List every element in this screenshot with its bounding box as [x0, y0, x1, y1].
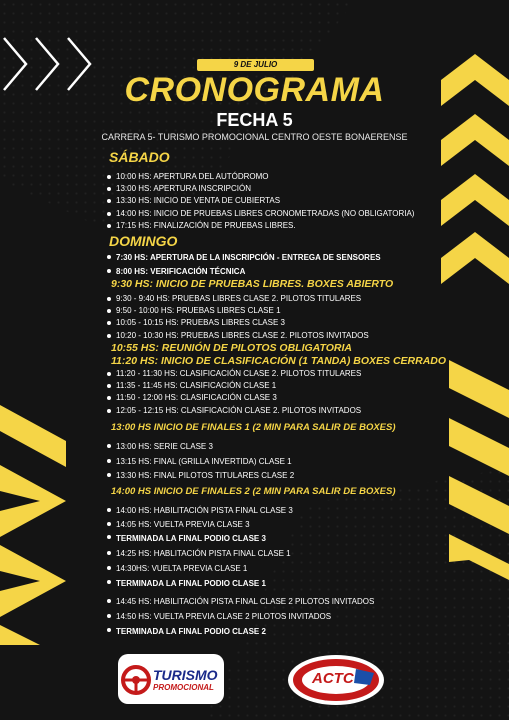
- list-item: 13:30 HS: INICIO DE VENTA DE CUBIERTAS: [106, 195, 414, 207]
- list-item: 11:20 - 11:30 HS: CLASIFICACIÓN CLASE 2. PILOTOS TITULARES: [106, 368, 361, 380]
- finals1-heading: 13:00 HS INICIO DE FINALES 1 (2 MIN PARA SALIR DE BOXES): [111, 422, 396, 433]
- list-item: 13:00 HS: APERTURA INSCRIPCIÓN: [106, 183, 414, 195]
- sunday-heading: DOMINGO: [109, 233, 178, 249]
- turismo-promocional-logo: [118, 654, 224, 704]
- list-item: 14:00 HS: INICIO DE PRUEBAS LIBRES CRONOMETRADAS (NO OBLIGATORIA): [106, 208, 414, 220]
- list-item: 9:50 - 10:00 HS: PRUEBAS LIBRES CLASE 1: [106, 305, 369, 317]
- actc-logo-text: ACTC: [312, 670, 354, 687]
- list-item: 13:15 HS: FINAL (GRILLA INVERTIDA) CLASE 1: [106, 455, 294, 470]
- list-item: 10:20 - 10:30 HS: PRUEBAS LIBRES CLASE 2. PILOTOS INVITADOS: [106, 330, 369, 342]
- page-title: CRONOGRAMA: [124, 71, 385, 109]
- saturday-heading: SÁBADO: [109, 149, 170, 165]
- actc-logo: [286, 653, 386, 707]
- practice-heading: 9:30 HS: INICIO DE PRUEBAS LIBRES. BOXES ABIERTO: [111, 278, 394, 290]
- list-item: 14:30HS: VUELTA PREVIA CLASE 1: [106, 562, 291, 577]
- list-item: 14:50 HS: VUELTA PREVIA CLASE 2 PILOTOS INVITADOS: [106, 610, 374, 625]
- finals2-list-3: [106, 595, 374, 639]
- list-item: 14:05 HS: VUELTA PREVIA CLASE 3: [106, 518, 293, 532]
- list-item: 13:30 HS: FINAL PILOTOS TITULARES CLASE 2: [106, 469, 294, 484]
- list-item: 10:05 - 10:15 HS: PRUEBAS LIBRES CLASE 3: [106, 317, 369, 329]
- date-badge: 9 DE JULIO: [197, 59, 314, 71]
- list-item: TERMINADA LA FINAL PODIO CLASE 2: [106, 624, 374, 639]
- finals2-heading: 14:00 HS INICIO DE FINALES 2 (2 MIN PARA SALIR DE BOXES): [111, 486, 396, 497]
- finals1-list: [106, 440, 294, 484]
- list-item: 13:00 HS: SERIE CLASE 3: [106, 440, 294, 455]
- saturday-list: [106, 171, 414, 232]
- list-item: 10:00 HS: APERTURA DEL AUTÓDROMO: [106, 171, 414, 183]
- list-item: 8:00 HS: VERIFICACIÓN TÉCNICA: [106, 265, 381, 279]
- list-item: 14:00 HS: HABILITACIÓN PISTA FINAL CLASE 3: [106, 504, 293, 518]
- list-item: 17:15 HS: FINALIZACIÓN DE PRUEBAS LIBRES.: [106, 220, 414, 232]
- list-item: 11:50 - 12:00 HS: CLASIFICACIÓN CLASE 3: [106, 392, 361, 404]
- finals2-list-1: [106, 504, 293, 546]
- practice-list: [106, 293, 369, 342]
- drivers-meeting: 10:55 HS: REUNIÓN DE PILOTOS OBLIGATORIA: [111, 342, 352, 354]
- page-subtitle: FECHA 5: [216, 110, 293, 130]
- list-item: 14:45 HS: HABILITACIÓN PISTA FINAL CLASE 2 PILOTOS INVITADOS: [106, 595, 374, 610]
- qualifying-list: [106, 368, 361, 417]
- qualifying-heading: 11:20 HS: INICIO DE CLASIFICACIÓN (1 TANDA) BOXES CERRADO: [111, 355, 447, 367]
- list-item: TERMINADA LA FINAL PODIO CLASE 1: [106, 576, 291, 591]
- promocional-logo-text: PROMOCIONAL: [153, 683, 214, 692]
- list-item: TERMINADA LA FINAL PODIO CLASE 3: [106, 531, 293, 546]
- turismo-logo-text: TURISMO: [153, 667, 218, 683]
- sunday-opening-list: [106, 251, 381, 279]
- list-item: 12:05 - 12:15 HS: CLASIFICACIÓN CLASE 2. PILOTOS INVITADOS: [106, 405, 361, 417]
- list-item: 11:35 - 11:45 HS: CLASIFICACIÓN CLASE 1: [106, 380, 361, 392]
- finals2-list-2: [106, 547, 291, 591]
- list-item: 14:25 HS: HABLITACIÓN PISTA FINAL CLASE 1: [106, 547, 291, 562]
- race-description: CARRERA 5- TURISMO PROMOCIONAL CENTRO OESTE BONAERENSE: [101, 132, 408, 142]
- list-item: 7:30 HS: APERTURA DE LA INSCRIPCIÓN - ENTREGA DE SENSORES: [106, 251, 381, 265]
- list-item: 9:30 - 9:40 HS: PRUEBAS LIBRES CLASE 2. PILOTOS TITULARES: [106, 293, 369, 305]
